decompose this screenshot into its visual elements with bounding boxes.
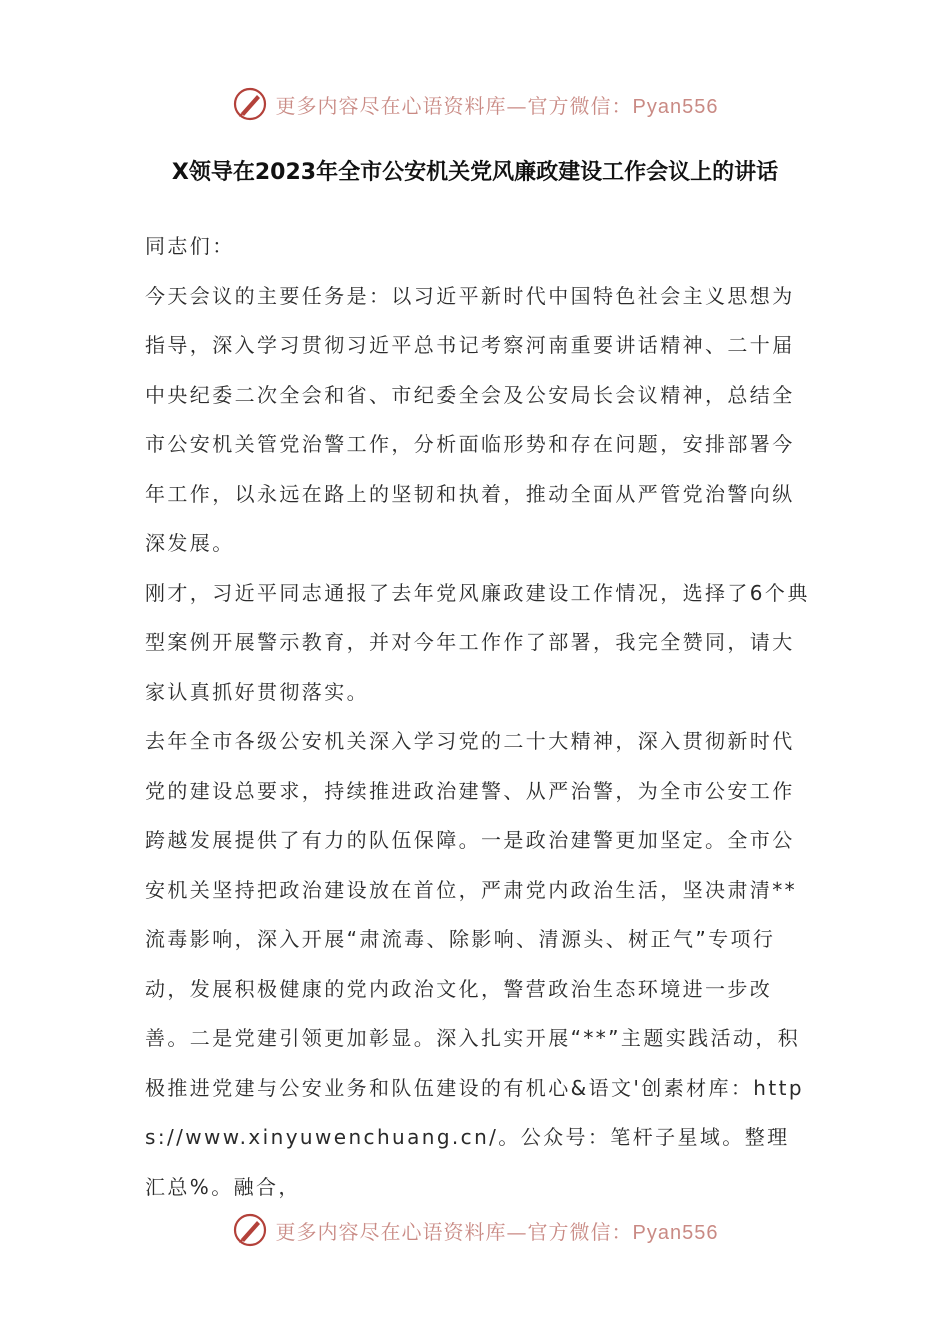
pen-logo-icon (232, 1212, 268, 1248)
watermark-footer (0, 1210, 950, 1250)
pen-logo-icon (232, 86, 268, 122)
paragraph: 去年全市各级公安机关深入学习党的二十大精神，深入贯彻新时代党的建设总要求，持续推进政治建警、从严治警，为全市公安工作跨越发展提供了有力的队伍保障。一是政治建警更加坚定。全市公安机关坚持把政治建设放在首位，严肃党内政治生活，坚决肃清**流毒影响，深入开展“肃流毒、除影响、清源头、树正气”专项行动，发展积极健康的党内政治文化，警营政治生态环境进一步改善。二是党建引领更加彰显。深入扎实开展“**”主题实践活动，积极推进党建与公安业务和队伍建设的有机心&语文'创素材库：https://www.xinyuwenchuang.cn/。公众号：笔杆子星域。整理汇总%。融合， (145, 729, 804, 1199)
watermark-text: 更多内容尽在心语资料库—官方微信：Pyan556 (275, 93, 719, 118)
paragraph: 今天会议的主要任务是：以习近平新时代中国特色社会主义思想为指导，深入学习贯彻习近平总书记考察河南重要讲话精神、二十届中央纪委二次全会和省、市纪委全会及公安局长会议精神，总结全市公安机关管党治警工作，分析面临形势和存在问题，安排部署今年工作，以永远在路上的坚韧和执着，推动全面从严管党治警向纵深发展。 (145, 283, 795, 555)
document-body (145, 222, 810, 1212)
paragraph: 刚才，习近平同志通报了去年党风廉政建设工作情况，选择了6个典型案例开展警示教育，并对今年工作作了部署，我完全赞同，请大家认真抓好贯彻落实。 (145, 580, 810, 704)
watermark-header (0, 84, 950, 124)
watermark-handle: Pyan556 (632, 1221, 719, 1244)
watermark-text: 更多内容尽在心语资料库—官方微信：Pyan556 (275, 1219, 719, 1244)
document-title: X领导在2023年全市公安机关党风廉政建设工作会议上的讲话 (171, 160, 779, 185)
watermark-handle: Pyan556 (632, 95, 719, 118)
paragraph-salutation: 同志们： (145, 234, 235, 258)
